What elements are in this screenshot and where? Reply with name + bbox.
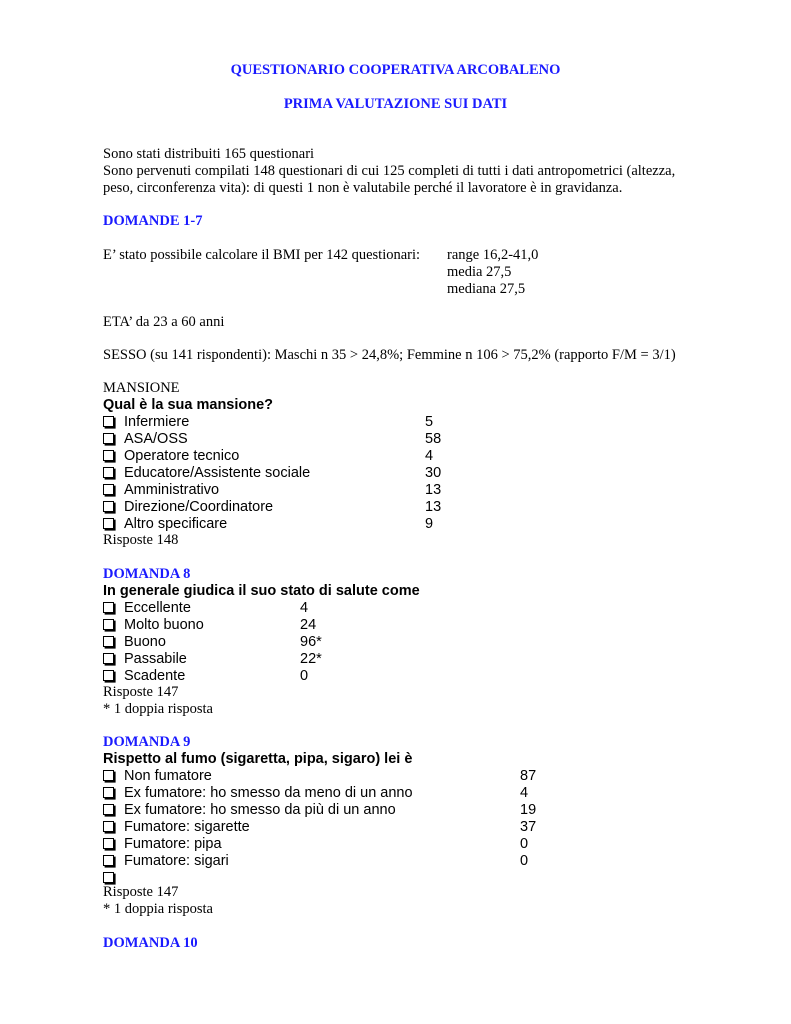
option-label: Direzione/Coordinatore [124,499,274,515]
option-value: 30 [425,465,442,481]
checkbox-icon[interactable] [103,872,114,883]
eta-text: ETA’ da 23 a 60 anni [103,314,225,330]
option-row [103,465,310,482]
bmi-mediana: mediana 27,5 [447,281,526,297]
option-label: ASA/OSS [124,431,188,447]
footnote: * 1 doppia risposta [103,901,213,917]
option-value: 87 [520,768,537,784]
option-label: Fumatore: sigarette [124,819,250,835]
checkbox-icon[interactable] [103,501,114,512]
option-label: Molto buono [124,617,204,633]
checkbox-icon[interactable] [103,518,114,529]
option-value: 37 [520,819,537,835]
option-value: 0 [520,853,529,869]
option-value: 13 [425,482,442,498]
checkbox-icon[interactable] [103,670,114,681]
option-row [103,768,212,785]
option-value: 9 [425,516,434,532]
heading-domanda-10: DOMANDA 10 [103,935,198,951]
option-label: Passabile [124,651,187,667]
option-row [103,853,229,870]
option-label: Non fumatore [124,768,212,784]
checkbox-icon[interactable] [103,602,114,613]
checkbox-icon[interactable] [103,433,114,444]
checkbox-icon[interactable] [103,787,114,798]
checkbox-icon[interactable] [103,838,114,849]
question-salute: In generale giudica il suo stato di salute come [103,583,420,599]
option-value: 4 [425,448,434,464]
option-value: 58 [425,431,442,447]
option-row [103,617,204,634]
option-value: 4 [520,785,529,801]
option-label: Scadente [124,668,186,684]
option-value: 24 [300,617,317,633]
option-value: 0 [300,668,309,684]
document-subtitle: PRIMA VALUTAZIONE SUI DATI [283,96,508,112]
risposte-count: Risposte 147 [103,684,179,700]
option-row [103,431,188,448]
checkbox-icon[interactable] [103,804,114,815]
option-value: 4 [300,600,309,616]
checkbox-icon[interactable] [103,484,114,495]
intro-line-3: peso, circonferenza vita): di questi 1 non è valutabile perché il lavoratore è in gravidanza. [103,180,623,196]
footnote: * 1 doppia risposta [103,701,213,717]
risposte-count: Risposte 147 [103,884,179,900]
checkbox-icon[interactable] [103,619,114,630]
checkbox-icon[interactable] [103,855,114,866]
option-value: 13 [425,499,442,515]
question-fumo: Rispetto al fumo (sigaretta, pipa, sigaro) lei è [103,751,413,767]
option-row [103,819,250,836]
checkbox-icon[interactable] [103,450,114,461]
question-mansione: Qual è la sua mansione? [103,397,274,413]
checkbox-icon[interactable] [103,653,114,664]
option-label: Fumatore: sigari [124,853,229,869]
document-title: QUESTIONARIO COOPERATIVA ARCOBALENO [230,62,561,78]
option-label: Ex fumatore: ho smesso da meno di un anno [124,785,413,801]
option-row [103,634,166,651]
bmi-range: range 16,2-41,0 [447,247,539,263]
option-row [103,414,189,431]
option-label: Fumatore: pipa [124,836,222,852]
option-row [103,600,191,617]
option-row [103,836,222,853]
checkbox-icon[interactable] [103,770,114,781]
option-row [103,668,185,685]
option-row [103,651,187,668]
intro-line-1: Sono stati distribuiti 165 questionari [103,146,315,162]
bmi-text: E’ stato possibile calcolare il BMI per 142 questionari: [103,247,421,263]
option-label: Educatore/Assistente sociale [124,465,311,481]
option-row [103,482,219,499]
checkbox-icon[interactable] [103,636,114,647]
bmi-media: media 27,5 [447,264,512,280]
option-value: 5 [425,414,434,430]
option-row [103,499,273,516]
option-label: Altro specificare [124,516,228,532]
intro-line-2: Sono pervenuti compilati 148 questionari di cui 125 completi di tutti i dati antropometrici (altezza, [103,163,676,179]
option-value: 96* [300,634,322,650]
option-label: Operatore tecnico [124,448,240,464]
option-row [103,448,239,465]
heading-domanda-8: DOMANDA 8 [103,566,191,582]
option-label: Ex fumatore: ho smesso da più di un anno [124,802,396,818]
checkbox-icon[interactable] [103,821,114,832]
option-label: Eccellente [124,600,191,616]
option-label: Buono [124,634,166,650]
option-row [103,802,396,819]
option-value: 19 [520,802,537,818]
option-label: Amministrativo [124,482,220,498]
sesso-text: SESSO (su 141 rispondenti): Maschi n 35 > 24,8%; Femmine n 106 > 75,2% (rapporto F/M = 3/1) [103,347,676,363]
checkbox-icon[interactable] [103,467,114,478]
option-value: 0 [520,836,529,852]
risposte-count: Risposte 148 [103,532,179,548]
mansione-label: MANSIONE [103,380,180,396]
option-row [103,516,227,533]
heading-domande-1-7: DOMANDE 1-7 [103,213,203,229]
checkbox-icon[interactable] [103,416,114,427]
heading-domanda-9: DOMANDA 9 [103,734,191,750]
option-row [103,785,413,802]
option-label: Infermiere [124,414,190,430]
option-value: 22* [300,651,322,667]
